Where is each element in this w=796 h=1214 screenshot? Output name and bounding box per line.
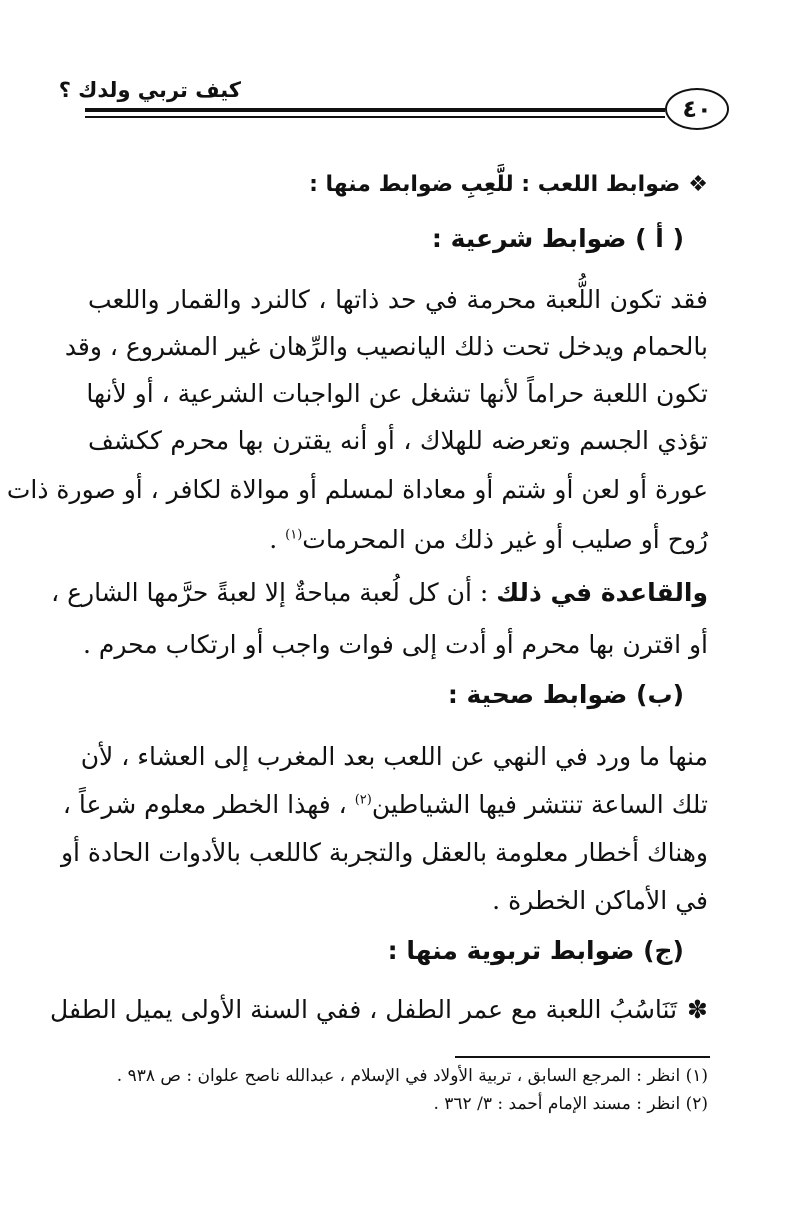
diamond-star-icon: ❖: [688, 172, 708, 197]
paragraph-b-line-3: وهناك أخطار معلومة بالعقل والتجربة كاللعب بالأدوات الحادة أو: [60, 838, 708, 867]
header-rule-thin: [85, 116, 665, 118]
footnote-2: (٢) انظر : مسند الإمام أحمد : ٣/ ٣٦٢ .: [433, 1094, 708, 1114]
paragraph-c-line-1: [50, 990, 708, 1030]
page-number-badge: [665, 88, 729, 130]
paragraph-b-line-1: منها ما ورد في النهي عن اللعب بعد المغرب إلى العشاء ، لأن: [80, 742, 708, 771]
footnote-ref-2: (٢): [354, 792, 372, 808]
paragraph-a-line-6: [88, 520, 708, 560]
paragraph-b-line-2-post: ، فهذا الخطر معلوم شرعاً ،: [62, 790, 347, 819]
section-heading-text: ضوابط اللعب : للَّعِبِ ضوابط منها :: [309, 172, 681, 197]
asterisk-bullet-icon: ✽: [687, 995, 708, 1024]
paragraph-b-line-2-pre: تلك الساعة تنتشر فيها الشياطين: [371, 790, 708, 819]
paragraph-b-line-4: في الأماكن الخطرة .: [492, 886, 708, 915]
section-heading: [88, 172, 708, 197]
paragraph-a-line-5: عورة أو لعن أو شتم أو معاداة لمسلم أو موالاة لكافر ، أو صورة ذات: [6, 475, 708, 504]
paragraph-b-line-2: [62, 785, 708, 825]
rule-line-2: أو اقترن بها محرم أو أدت إلى فوات واجب أو ارتكاب محرم .: [83, 630, 708, 659]
paragraph-a-line-6-text: رُوح أو صليب أو غير ذلك من المحرمات: [302, 525, 708, 554]
subheading-b: (ب) ضوابط صحية :: [447, 680, 684, 709]
rule-text: : أن كل لُعبة مباحةٌ إلا لعبةً حرَّمها الشارع ،: [51, 578, 497, 607]
rule-label: والقاعدة في ذلك: [496, 578, 708, 607]
footnote-1: (١) انظر : المرجع السابق ، تربية الأولاد في الإسلام ، عبدالله ناصح علوان : ص ٩٣٨ .: [116, 1066, 708, 1086]
page-number: ٤٠: [682, 95, 712, 123]
running-header-title: كيف تربي ولدك ؟: [58, 78, 241, 102]
subheading-a: ( أ ) ضوابط شرعية :: [431, 224, 684, 253]
footnote-ref-1: (١): [285, 527, 303, 543]
subheading-c: (ج) ضوابط تربوية منها :: [387, 936, 684, 965]
paragraph-c-line-1-text: تَنَاسُبُ اللعبة مع عمر الطفل ، ففي السنة الأولى يميل الطفل: [50, 995, 678, 1024]
paragraph-a-line-1: فقد تكون اللُّعبة محرمة في حد ذاتها ، كالنرد والقمار واللعب: [88, 285, 708, 314]
paragraph-a-line-4: تؤذي الجسم وتعرضه للهلاك ، أو أنه يقترن بها محرم ككشف: [88, 426, 708, 455]
footnote-separator: [455, 1056, 710, 1058]
paragraph-a-line-3: تكون اللعبة حراماً لأنها تشغل عن الواجبات الشرعية ، أو لأنها: [86, 379, 708, 408]
paragraph-a-line-6-end: .: [269, 525, 286, 554]
paragraph-a-line-2: بالحمام ويدخل تحت ذلك اليانصيب والرِّهان غير المشروع ، وقد: [64, 332, 708, 361]
header-rule-thick: [85, 108, 665, 112]
rule-line-1: [51, 573, 708, 613]
